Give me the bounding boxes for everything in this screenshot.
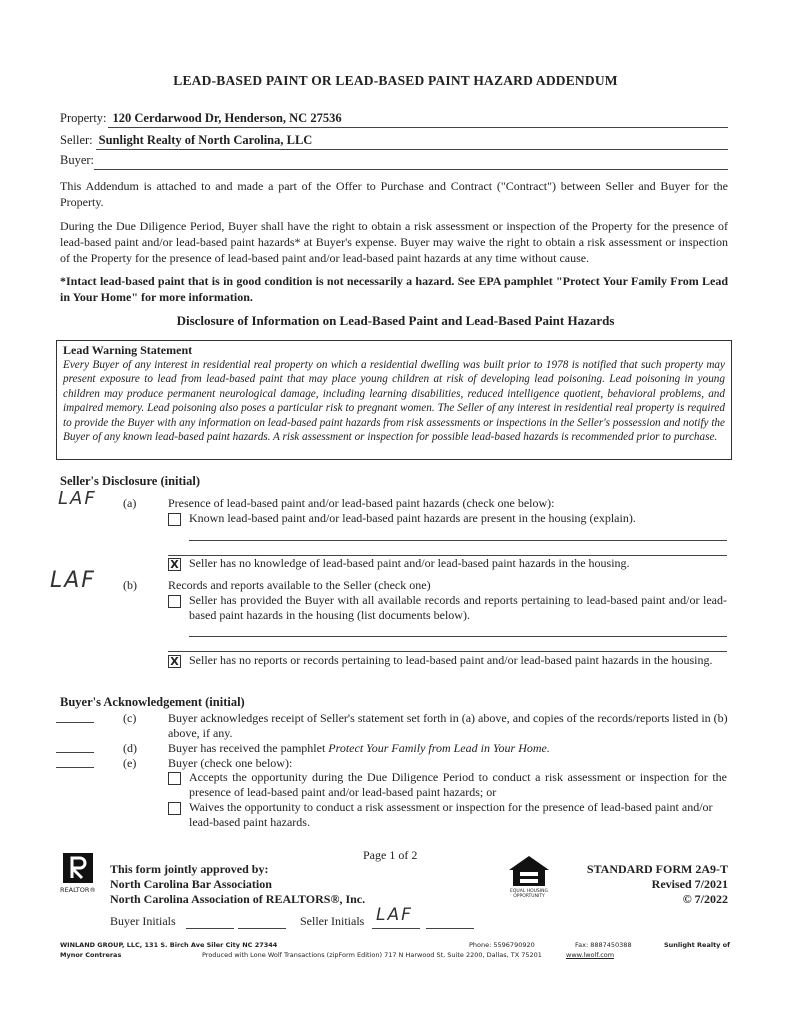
item-d-text (168, 741, 728, 756)
seller-field[interactable] (60, 133, 728, 148)
lead-warning-title: Lead Warning Statement (63, 343, 193, 357)
item-c-text: Buyer acknowledges receipt of Seller's statement set forth in (a) above, and copies of the records/reports listed in (b) above, if any. (168, 711, 728, 740)
item-c-letter: (c) (123, 711, 137, 725)
form-revised: Revised 7/2021 (651, 877, 728, 891)
buyer-initials-footer-label: Buyer Initials (110, 914, 176, 928)
approval-line-3: North Carolina Association of REALTORS®, Inc. (110, 892, 366, 906)
website-link[interactable]: www.lwolf.com (566, 951, 615, 959)
buyer-initials-footer-field-1[interactable] (186, 928, 234, 929)
a-known-checkbox[interactable] (168, 513, 181, 526)
equal-housing-logo (505, 854, 553, 898)
b-no-reports-option: Seller has no reports or records pertaining to lead-based paint and/or lead-based paint hazards in the housing. (189, 653, 713, 667)
buyer-label: Buyer: (60, 153, 95, 167)
agent-name: Mynor Contreras (60, 951, 122, 959)
document-title: LEAD-BASED PAINT OR LEAD-BASED PAINT HAZARD ADDENDUM (173, 73, 618, 88)
seller-initials-footer-field-2[interactable] (426, 928, 474, 929)
fax: Fax: 8887450388 (575, 941, 632, 949)
disclosure-title: Disclosure of Information on Lead-Based Paint and Lead-Based Paint Hazards (176, 313, 615, 328)
lead-warning-box (56, 340, 732, 460)
due-diligence-paragraph: During the Due Diligence Period, Buyer shall have the right to obtain a risk assessment or inspection of the Property for the presence of lead-based paint and/or lead-based paint hazards* at Buyer's expense. Buyer may waive the right to obtain a risk assessment or inspection of the Property for the presence of lead-based paint and/or lead-based paint hazards at any time without cause. (60, 219, 728, 265)
item-d-letter: (d) (123, 741, 137, 755)
item-a-text: Presence of lead-based paint and/or lead-based paint hazards (check one below): (168, 496, 555, 510)
property-label: Property: (60, 111, 107, 125)
seller-initials-a[interactable]: LAF (58, 488, 97, 509)
buyer-ack-heading: Buyer's Acknowledgement (initial) (60, 695, 245, 709)
e-waives-checkbox[interactable] (168, 802, 181, 815)
form-copyright: © 7/2022 (682, 892, 728, 906)
a-no-knowledge-option: Seller has no knowledge of lead-based paint and/or lead-based paint hazards in the housing. (189, 556, 630, 570)
item-e-text: Buyer (check one below): (168, 756, 293, 770)
buyer-field[interactable] (60, 153, 728, 168)
buyer-initials-d[interactable] (56, 752, 94, 753)
e-waives-option: Waives the opportunity to conduct a risk assessment or inspection for the presence of lead-based paint and/or lead-based paint hazards. (189, 800, 713, 829)
produced-by: Produced with Lone Wolf Transactions (zipForm Edition) 717 N Harwood St, Suite 2200, Dallas, TX 75201 (202, 951, 542, 959)
equal-housing-icon (505, 854, 553, 888)
a-known-option: Known lead-based paint and/or lead-based paint hazards are present in the housing (explain). (189, 511, 636, 525)
form-id-block (560, 862, 728, 907)
b-provided-option: Seller has provided the Buyer with all available records and reports pertaining to lead-based paint and/or lead-based paint hazards in the housing (list documents below). (189, 593, 727, 622)
realtor-label: REALTOR® (60, 886, 96, 894)
item-e-letter: (e) (123, 756, 137, 770)
buyer-initials-e[interactable] (56, 767, 94, 768)
realtor-r-icon (60, 852, 96, 884)
b-no-reports-checkbox[interactable]: X (168, 655, 181, 668)
property-value: 120 Cerdarwood Dr, Henderson, NC 27536 (112, 111, 342, 125)
b-provided-checkbox[interactable] (168, 595, 181, 608)
company-info: WINLAND GROUP, LLC, 131 S. Birch Ave Siler City NC 27344 (60, 941, 278, 949)
approval-line-1: This form jointly approved by: (110, 862, 269, 876)
approval-block (110, 862, 365, 907)
seller-disclosure-heading: Seller's Disclosure (initial) (60, 474, 201, 488)
property-field[interactable] (60, 111, 728, 126)
page-number: Page 1 of 2 (363, 848, 418, 862)
approval-line-2: North Carolina Bar Association (110, 877, 272, 891)
e-accepts-checkbox[interactable] (168, 772, 181, 785)
seller-value: Sunlight Realty of North Carolina, LLC (98, 133, 313, 147)
eho-label: EQUAL HOUSING OPPORTUNITY (510, 889, 548, 899)
seller-initials-footer-value[interactable]: LAF (376, 905, 413, 925)
realtor-logo (60, 852, 96, 892)
seller-initials-b[interactable]: LAF (50, 568, 96, 593)
addendum-intro-paragraph: This Addendum is attached to and made a part of the Offer to Purchase and Contract ("Contract") between Seller and Buyer for the Property. (60, 179, 728, 209)
e-accepts-option: Accepts the opportunity during the Due Diligence Period to conduct a risk assessment or inspection for the presence of lead-based paint and/or lead-based paint hazards; or (189, 770, 727, 799)
item-d-text-plain: Buyer has received the pamphlet (168, 741, 329, 755)
buyer-initials-c[interactable] (56, 722, 94, 723)
seller-initials-footer-label: Seller Initials (300, 914, 365, 928)
item-b-letter: (b) (123, 578, 137, 592)
seller-label: Seller: (60, 133, 93, 147)
item-a-letter: (a) (123, 496, 137, 510)
a-no-knowledge-checkbox[interactable]: X (168, 558, 181, 571)
buyer-initials-footer-field-2[interactable] (238, 928, 286, 929)
pamphlet-title: Protect Your Family from Lead in Your Home. (328, 741, 550, 755)
form-name: STANDARD FORM 2A9-T (586, 862, 728, 876)
lead-warning-text: Every Buyer of any interest in residential real property on which a residential dwelling was built prior to 1978 is notified that such property may present exposure to lead from lead-based paint that may place young children at risk of developing lead poisoning. Lead poisoning in young children may produce permanent neurological damage, including learning disabilities, reduced intelligence quotient, behavioral problems, and impaired memory. Lead poisoning also poses a particular risk to pregnant women. The Seller of any interest in residential real property is required to provide the Buyer with any information on lead-based paint hazards from risk assessments or inspections in the Seller's possession and notify the Buyer of any known lead-based paint hazards. A risk assessment or inspection for possible lead-based hazards is recommended prior to purchase. (63, 359, 725, 444)
intact-paint-note: *Intact lead-based paint that is in good condition is not necessarily a hazard. See EPA pamphlet "Protect Your Family From Lead in Your Home" for more information. (60, 274, 728, 304)
client-name: Sunlight Realty of (664, 941, 730, 949)
item-b-text: Records and reports available to the Seller (check one) (168, 578, 431, 592)
phone: Phone: 5596790920 (469, 941, 535, 949)
